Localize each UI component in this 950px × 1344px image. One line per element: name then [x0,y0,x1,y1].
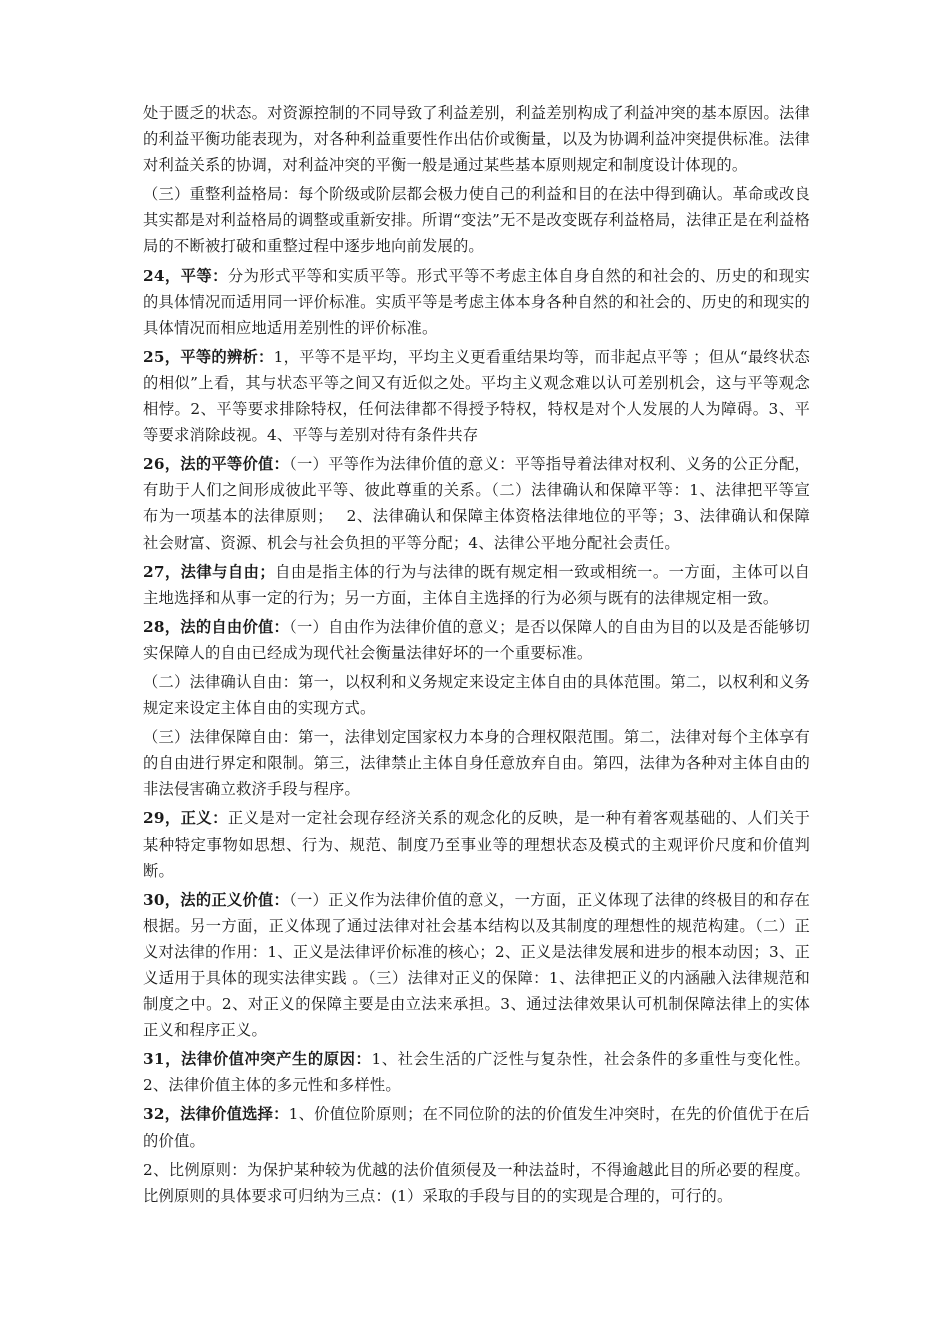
paragraph [143,669,810,721]
paragraph-text: 1、价值位阶原则；在不同位阶的法的价值发生冲突时，在先的价值优于在后的价值。 [143,1105,811,1150]
paragraph-text: 1，平等不是平均，平均主义更看重结果均等，而非起点平等 ；但从“最终状态的相似”上看，其与状态平等之间又有近似之处。平均主义观念难以认可差别机会，这与平等观念相悖。2、平等要求排除特权，任何法律都不得授予特权，特权是对个人发展的人为障碍。3、平等要求消除歧视。4、平等与差别对待有条件共存 [143,347,810,445]
paragraph-text: 处于匮乏的状态。对资源控制的不同导致了利益差别，利益差别构成了利益冲突的基本原因。法律的利益平衡功能表现为，对各种利益重要性作出估价或衡量，以及为协调利益冲突提供标准。法律对利益关系的协调，对利益冲突的平衡一般是通过某些基本原则规定和制度设计体现的。 [143,104,810,175]
section-term: 26，法的平等价值： [143,455,290,474]
paragraph-text: 分为形式平等和实质平等。形式平等不考虑主体自身自然的和社会的、历史的和现实的具体情况而适用同一评价标准。实质平等是考虑主体本身各种自然的和社会的、历史的和现实的具体情况而相应地适用差别性的评价标准。 [143,266,810,337]
paragraph-text: 自由是指主体的行为与法律的既有规定相一致或相统一。一方面，主体可以自主地选择和从事一定的行为；另一方面，主体自主选择的行为必须与既有的法律规定相一致。 [143,562,810,607]
paragraph [143,559,810,611]
paragraph-text: （二）法律确认自由：第一，以权利和义务规定来设定主体自由的具体范围。第二，以权利和义务规定来设定主体自由的实现方式。 [143,672,810,718]
paragraph [143,724,810,802]
paragraph [143,1101,810,1153]
paragraph-text: （一）正义作为法律价值的意义，一方面，正义体现了法律的终极目的和存在根据。另一方面，正义体现了通过法律对社会基本结构以及其制度的理想性的规范构建。（二）正义对法律的作用：1、正义是法律评价标准的核心；2、正义是法律发展和进步的根本动因；3、正义适用于具体的现实法律实践 。（三）法律对正义的保障：1、法律把正义的内涵融入法律规范和制度之中。2、对正义的保障主要是由立法来承担。3、通过法律效果认可机制保障法律上的实体正义和程序正义。 [143,890,810,1040]
paragraph-text: （三）法律保障自由：第一，法律划定国家权力本身的合理权限范围。第二，法律对每个主体享有的自由进行界定和限制。第三，法律禁止主体自身任意放弃自由。第四，法律为各种对主体自由的非法侵害确立救济手段与程序。 [143,728,810,799]
paragraph [143,1157,810,1209]
paragraph-text: （一）平等作为法律价值的意义：平等指导着法律对权利、义务的公正分配，有助于人们之间形成彼此平等、彼此尊重的关系。（二）法律确认和保障平等：1、法律把平等宣布为一项基本的法律原则； 2、法律确认和保障主体资格法律地位的平等；3、法律确认和保障社会财富、资源、机会与社会负担的平等分配；4、法律公平地分配社会责任。 [143,455,810,552]
section-term: 30，法的正义价值： [143,890,290,909]
paragraph [143,451,810,555]
paragraph [143,614,810,666]
paragraph [143,181,810,259]
paragraph-text: 1、社会生活的广泛性与复杂性，社会条件的多重性与变化性。2、法律价值主体的多元性和多样性。 [143,1050,810,1095]
section-term: 31，法律价值冲突产生的原因： [143,1050,372,1069]
section-term: 29，正义： [143,809,228,828]
paragraph-text: （一）自由作为法律价值的意义；是否以保障人的自由为目的以及是否能够切实保障人的自由已经成为现代社会衡量法律好坏的一个重要标准。 [143,617,810,662]
section-term: 25，平等的辨析： [143,347,274,366]
paragraph [143,263,810,341]
paragraph [143,344,810,448]
paragraph [143,1046,810,1098]
paragraph-text: （三）重整利益格局：每个阶级或阶层都会极力使自己的利益和目的在法中得到确认。革命或改良其实都是对利益格局的调整或重新安排。所谓“变法”无不是改变既存利益格局，法律正是在利益格局的不断被打破和重整过程中逐步地向前发展的。 [143,185,810,256]
paragraph-text: 正义是对一定社会现存经济关系的观念化的反映，是一种有着客观基础的、人们关于某种特定事物如思想、行为、规范、制度乃至事业等的理想状态及模式的主观评价尺度和价值判断。 [143,809,810,880]
section-term: 32，法律价值选择： [143,1105,289,1124]
paragraph [143,887,810,1044]
section-term: 24，平等： [143,266,228,285]
paragraph [143,100,810,178]
paragraph-text: 2、比例原则：为保护某种较为优越的法价值须侵及一种法益时，不得逾越此目的所必要的程度。比例原则的具体要求可归纳为三点：(1）采取的手段与目的的实现是合理的，可行的。 [143,1160,810,1205]
paragraph [143,805,810,883]
section-term: 28，法的自由价值： [143,617,290,636]
section-term: 27，法律与自由； [143,562,275,581]
